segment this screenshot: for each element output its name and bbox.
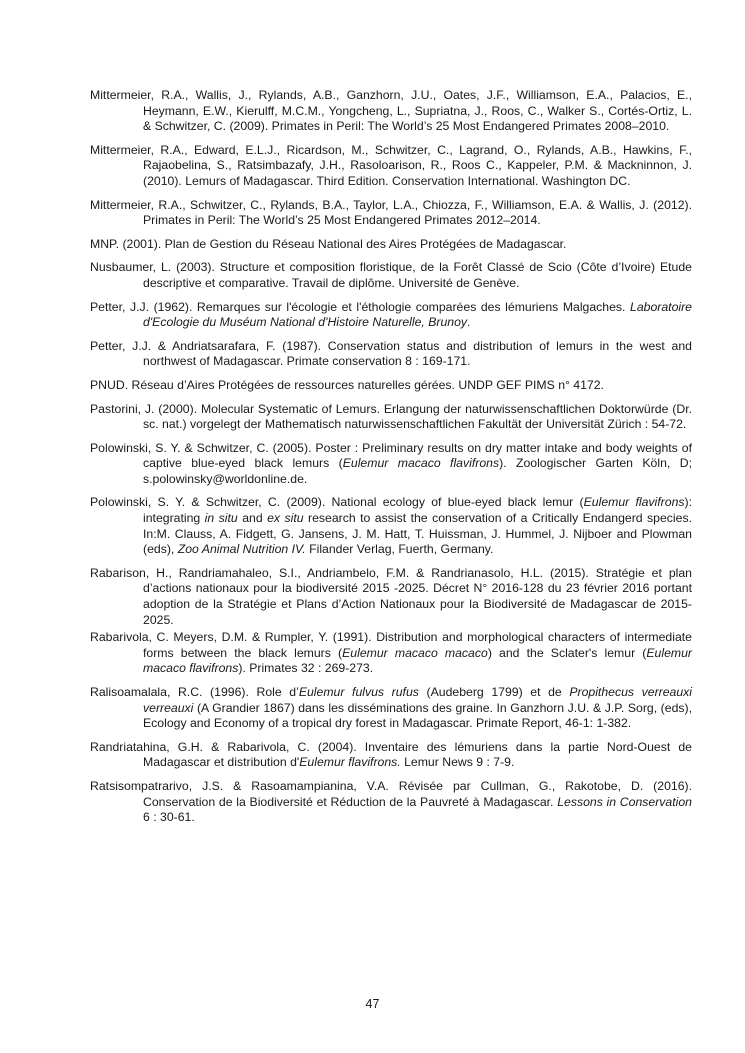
reference-text: MNP. (2001). Plan de Gestion du Réseau National des Aires Protégées de Madagascar.	[90, 236, 567, 251]
reference-text: 6 : 30-61.	[143, 810, 195, 825]
reference-text: Pastorini, J. (2000). Molecular Systematic of Lemurs. Erlangung der naturwissenschaftlichen Doktorwürde (Dr. sc. nat.) vorgelegt der Mathematisch naturwissenschaftlichen Fakultät der Universität Zürich : 54-72.	[90, 401, 692, 432]
reference-italic-text: ex situ	[267, 511, 304, 526]
reference-entry	[90, 300, 692, 331]
reference-entry	[90, 88, 692, 135]
reference-italic-text: Eulemur macaco flavifrons	[342, 456, 500, 471]
reference-text: Nusbaumer, L. (2003). Structure et composition floristique, de la Forêt Classé de Scio (Côte d’Ivoire) Etude descriptive et comparative. Travail de diplôme. Université de Genève.	[90, 260, 692, 290]
reference-text: research to assist the conservation of a Critically Endangerd species. In:M. Clauss, A. Fidgett, G. Jansens, J. M. Hatt, T. Huissman, J. Hummel, J. Nijboer and Plowman (eds),	[143, 511, 692, 557]
reference-text: Petter, J.J. & Andriatsarafara, F. (1987). Conservation status and distribution of lemurs in the west and northwest of Madagascar. Primate conservation 8 : 169-171.	[90, 338, 692, 369]
reference-text: Petter, J.J. (1962). Remarques sur l'écologie et l'éthologie comparées des lémuriens Malgaches.	[90, 299, 631, 314]
reference-entry	[90, 378, 692, 394]
reference-entry	[90, 339, 692, 370]
reference-entry	[90, 495, 692, 557]
reference-text: (A Grandier 1867) dans les disséminations des graine. In Ganzhorn J.U. & J.P. Sorg, (eds), Ecology and Economy of a tropical dry forest in Madagascar. Primate Report, 46-1: 1-382.	[143, 700, 692, 731]
reference-text: Polowinski, S. Y. & Schwitzer, C. (2009). National ecology of blue-eyed black lemur (	[90, 495, 584, 510]
reference-text: ) and the Sclater's lemur (	[487, 645, 647, 660]
reference-text: ): integrating	[143, 495, 692, 526]
reference-italic-text: Eulemur flavifrons.	[299, 755, 401, 770]
reference-entry	[90, 260, 692, 291]
reference-text: and	[237, 511, 268, 526]
reference-text: .	[467, 315, 471, 330]
reference-italic-text: Zoo Animal Nutrition IV.	[177, 542, 306, 557]
reference-entry	[90, 740, 692, 771]
page-number: 47	[365, 997, 380, 1011]
reference-text: Rabarivola, C. Meyers, D.M. & Rumpler, Y. (1991). Distribution and morphological characters of intermediate forms between the black lemurs (	[90, 630, 692, 660]
reference-entry	[90, 779, 692, 826]
reference-entry	[90, 402, 692, 433]
reference-text: Lemur News 9 : 7-9.	[400, 755, 515, 770]
reference-italic-text: Lessons in Conservation	[557, 794, 692, 809]
reference-text: Ralisoamalala, R.C. (1996). Role d’	[90, 685, 299, 699]
reference-entry	[90, 237, 692, 253]
reference-text: Randriatahina, G.H. & Rabarivola, C. (2004). Inventaire des lémuriens dans la partie Nord-Ouest de Madagascar et distribution d'	[90, 739, 692, 770]
reference-text: Mittermeier, R.A., Wallis, J., Rylands, A.B., Ganzhorn, J.U., Oates, J.F., Williamson, E.A., Palacios, E., Heymann, E.W., Kierulff, M.C.M., Yongcheng, L., Supriatna, J., Roos, C., Walker S., Cortés-Ortiz, L. & Schwitzer, C. (2009). Primates in Peril: The World’s 25 Most Endangered Primates 2008–2010.	[90, 88, 692, 134]
reference-list	[90, 88, 692, 834]
reference-entry	[90, 685, 692, 732]
reference-entry	[90, 198, 692, 229]
reference-text: (Audeberg 1799) et de	[418, 685, 570, 699]
reference-text: Ratsisompatrarivo, J.S. & Rasoamampianina, V.A. Révisée par Cullman, G., Rakotobe, D. (2016). Conservation de la Biodiversité et Réduction de la Pauvreté à Madagascar.	[90, 778, 692, 809]
reference-italic-text: Laboratoire d'Ecologie du Muséum National d'Histoire Naturelle, Brunoy	[143, 299, 692, 330]
reference-italic-text: Eulemur macaco flavifrons	[143, 645, 692, 676]
reference-entry	[90, 630, 692, 677]
reference-text: Filander Verlag, Fuerth, Germany.	[305, 542, 494, 557]
reference-italic-text: Eulemur macaco macaco	[342, 645, 488, 660]
reference-italic-text: in situ	[204, 511, 238, 526]
reference-entry	[90, 143, 692, 190]
reference-text: PNUD. Réseau d’Aires Protégées de ressources naturelles gérées. UNDP GEF PIMS n° 4172.	[90, 377, 604, 392]
reference-italic-text: Eulemur flavifrons	[583, 495, 685, 510]
reference-text: ). Zoologischer Garten Köln, D; s.polowinsky@worldonline.de.	[143, 456, 692, 486]
reference-italic-text: Eulemur fulvus rufus	[298, 685, 419, 699]
reference-text: ). Primates 32 : 269-273.	[238, 661, 374, 676]
reference-text: Mittermeier, R.A., Edward, E.L.J., Ricardson, M., Schwitzer, C., Lagrand, O., Rylands, A.B., Hawkins, F., Rajaobelina, S., Ratsimbazafy, J.H., Rasoloarison, R., Roos C., Kappeler, P.M. & Mackninnon, J. (2010). Lemurs of Madagascar. Third Edition. Conservation International. Washington DC.	[90, 142, 692, 188]
reference-entry	[90, 566, 692, 628]
reference-text: Polowinski, S. Y. & Schwitzer, C. (2005). Poster : Preliminary results on dry matter intake and body weights of captive blue-eyed black lemurs (	[90, 440, 692, 471]
reference-text: Mittermeier, R.A., Schwitzer, C., Rylands, B.A., Taylor, L.A., Chiozza, F., Williamson, E.A. & Wallis, J. (2012). Primates in Peril: The World’s 25 Most Endangered Primates 2012–2014.	[90, 197, 692, 228]
reference-italic-text: Propithecus verreauxi verreauxi	[143, 685, 693, 715]
reference-entry	[90, 441, 692, 488]
reference-text: Rabarison, H., Randriamahaleo, S.I., Andriambelo, F.M. & Randrianasolo, H.L. (2015). Stratégie et plan d’actions nationaux pour la biodiversité 2015 -2025. Décret N° 2016-128 du 23 février 2016 portant adoption de la Stratégie et Plans d’Action Nationaux pour la Biodiversité de Madagascar de 2015-2025.	[90, 565, 692, 627]
